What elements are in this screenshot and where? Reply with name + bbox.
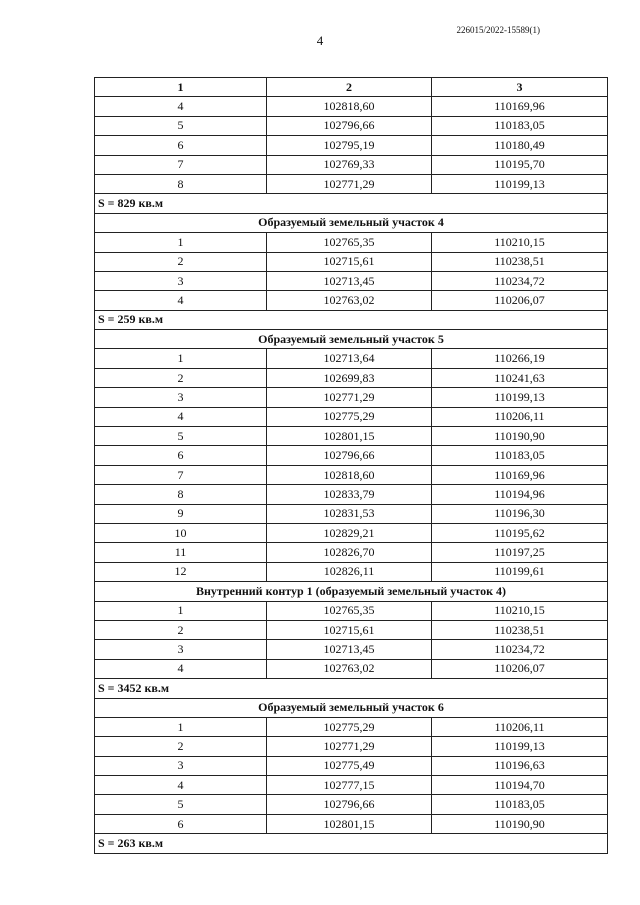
table-row xyxy=(95,271,608,290)
table-row xyxy=(95,407,608,426)
x-coordinate-cell: 102801,15 xyxy=(267,427,432,446)
table-row xyxy=(95,717,608,736)
point-number-cell: 4 xyxy=(95,97,267,116)
point-number-cell: 11 xyxy=(95,543,267,562)
y-coordinate-cell: 110195,70 xyxy=(432,155,608,174)
header-cell-y: 3 xyxy=(432,78,608,97)
y-coordinate-cell: 110190,90 xyxy=(432,814,608,833)
y-coordinate-cell: 110183,05 xyxy=(432,446,608,465)
point-number-cell: 7 xyxy=(95,155,267,174)
y-coordinate-cell: 110169,96 xyxy=(432,465,608,484)
y-coordinate-cell: 110206,11 xyxy=(432,407,608,426)
y-coordinate-cell: 110206,07 xyxy=(432,291,608,310)
x-coordinate-cell: 102765,35 xyxy=(267,601,432,620)
point-number-cell: 1 xyxy=(95,233,267,252)
x-coordinate-cell: 102801,15 xyxy=(267,814,432,833)
table-row xyxy=(95,620,608,639)
area-row xyxy=(95,194,608,213)
point-number-cell: 12 xyxy=(95,562,267,581)
point-number-cell: 8 xyxy=(95,174,267,193)
table-row xyxy=(95,291,608,310)
area-value: S = 259 кв.м xyxy=(95,310,608,329)
table-row xyxy=(95,349,608,368)
y-coordinate-cell: 110199,13 xyxy=(432,174,608,193)
table-row xyxy=(95,795,608,814)
point-number-cell: 4 xyxy=(95,776,267,795)
table-row xyxy=(95,174,608,193)
table-header-row xyxy=(95,78,608,97)
x-coordinate-cell: 102765,35 xyxy=(267,233,432,252)
point-number-cell: 6 xyxy=(95,446,267,465)
y-coordinate-cell: 110210,15 xyxy=(432,601,608,620)
table-row xyxy=(95,97,608,116)
table-row xyxy=(95,136,608,155)
document-id: 226015/2022-15589(1) xyxy=(456,25,540,35)
x-coordinate-cell: 102771,29 xyxy=(267,737,432,756)
table-row xyxy=(95,504,608,523)
y-coordinate-cell: 110206,07 xyxy=(432,659,608,678)
point-number-cell: 5 xyxy=(95,427,267,446)
area-row xyxy=(95,679,608,698)
x-coordinate-cell: 102826,70 xyxy=(267,543,432,562)
y-coordinate-cell: 110206,11 xyxy=(432,717,608,736)
section-title-row xyxy=(95,213,608,232)
y-coordinate-cell: 110183,05 xyxy=(432,795,608,814)
y-coordinate-cell: 110169,96 xyxy=(432,97,608,116)
y-coordinate-cell: 110194,70 xyxy=(432,776,608,795)
x-coordinate-cell: 102715,61 xyxy=(267,252,432,271)
table-row xyxy=(95,388,608,407)
page-number: 4 xyxy=(316,33,324,48)
x-coordinate-cell: 102796,66 xyxy=(267,446,432,465)
section-title: Образуемый земельный участок 4 xyxy=(95,213,608,232)
point-number-cell: 8 xyxy=(95,485,267,504)
x-coordinate-cell: 102796,66 xyxy=(267,795,432,814)
point-number-cell: 2 xyxy=(95,620,267,639)
section-title: Внутренний контур 1 (образуемый земельный участок 4) xyxy=(95,582,608,601)
point-number-cell: 9 xyxy=(95,504,267,523)
coordinates-table-body xyxy=(95,78,608,854)
x-coordinate-cell: 102713,45 xyxy=(267,640,432,659)
y-coordinate-cell: 110196,30 xyxy=(432,504,608,523)
x-coordinate-cell: 102796,66 xyxy=(267,116,432,135)
point-number-cell: 1 xyxy=(95,601,267,620)
table-row xyxy=(95,737,608,756)
table-row xyxy=(95,543,608,562)
point-number-cell: 4 xyxy=(95,407,267,426)
point-number-cell: 3 xyxy=(95,640,267,659)
x-coordinate-cell: 102826,11 xyxy=(267,562,432,581)
area-value: S = 829 кв.м xyxy=(95,194,608,213)
y-coordinate-cell: 110190,90 xyxy=(432,427,608,446)
point-number-cell: 4 xyxy=(95,291,267,310)
x-coordinate-cell: 102775,29 xyxy=(267,717,432,736)
table-row xyxy=(95,523,608,542)
point-number-cell: 2 xyxy=(95,368,267,387)
x-coordinate-cell: 102713,45 xyxy=(267,271,432,290)
point-number-cell: 1 xyxy=(95,349,267,368)
x-coordinate-cell: 102795,19 xyxy=(267,136,432,155)
x-coordinate-cell: 102777,15 xyxy=(267,776,432,795)
y-coordinate-cell: 110197,25 xyxy=(432,543,608,562)
x-coordinate-cell: 102713,64 xyxy=(267,349,432,368)
x-coordinate-cell: 102763,02 xyxy=(267,291,432,310)
area-value: S = 263 кв.м xyxy=(95,834,608,853)
x-coordinate-cell: 102763,02 xyxy=(267,659,432,678)
point-number-cell: 5 xyxy=(95,795,267,814)
table-row xyxy=(95,756,608,775)
table-row xyxy=(95,776,608,795)
y-coordinate-cell: 110266,19 xyxy=(432,349,608,368)
point-number-cell: 6 xyxy=(95,814,267,833)
table-row xyxy=(95,485,608,504)
y-coordinate-cell: 110199,13 xyxy=(432,737,608,756)
y-coordinate-cell: 110199,13 xyxy=(432,388,608,407)
x-coordinate-cell: 102771,29 xyxy=(267,174,432,193)
table-row xyxy=(95,252,608,271)
section-title: Образуемый земельный участок 5 xyxy=(95,330,608,349)
y-coordinate-cell: 110183,05 xyxy=(432,116,608,135)
point-number-cell: 3 xyxy=(95,271,267,290)
x-coordinate-cell: 102831,53 xyxy=(267,504,432,523)
y-coordinate-cell: 110238,51 xyxy=(432,620,608,639)
point-number-cell: 4 xyxy=(95,659,267,678)
x-coordinate-cell: 102699,83 xyxy=(267,368,432,387)
table-row xyxy=(95,116,608,135)
y-coordinate-cell: 110196,63 xyxy=(432,756,608,775)
point-number-cell: 6 xyxy=(95,136,267,155)
x-coordinate-cell: 102775,49 xyxy=(267,756,432,775)
y-coordinate-cell: 110241,63 xyxy=(432,368,608,387)
table-row xyxy=(95,465,608,484)
x-coordinate-cell: 102833,79 xyxy=(267,485,432,504)
table-row xyxy=(95,659,608,678)
table-row xyxy=(95,640,608,659)
point-number-cell: 2 xyxy=(95,252,267,271)
y-coordinate-cell: 110210,15 xyxy=(432,233,608,252)
x-coordinate-cell: 102769,33 xyxy=(267,155,432,174)
table-row xyxy=(95,155,608,174)
x-coordinate-cell: 102771,29 xyxy=(267,388,432,407)
section-title-row xyxy=(95,330,608,349)
table-row xyxy=(95,427,608,446)
x-coordinate-cell: 102818,60 xyxy=(267,97,432,116)
area-row xyxy=(95,834,608,853)
y-coordinate-cell: 110194,96 xyxy=(432,485,608,504)
y-coordinate-cell: 110195,62 xyxy=(432,523,608,542)
x-coordinate-cell: 102775,29 xyxy=(267,407,432,426)
table-row xyxy=(95,601,608,620)
table-row xyxy=(95,446,608,465)
table-row xyxy=(95,562,608,581)
section-title-row xyxy=(95,698,608,717)
area-row xyxy=(95,310,608,329)
table-row xyxy=(95,233,608,252)
point-number-cell: 3 xyxy=(95,756,267,775)
point-number-cell: 1 xyxy=(95,717,267,736)
x-coordinate-cell: 102818,60 xyxy=(267,465,432,484)
point-number-cell: 5 xyxy=(95,116,267,135)
point-number-cell: 3 xyxy=(95,388,267,407)
x-coordinate-cell: 102715,61 xyxy=(267,620,432,639)
table-row xyxy=(95,368,608,387)
y-coordinate-cell: 110234,72 xyxy=(432,640,608,659)
point-number-cell: 10 xyxy=(95,523,267,542)
section-title-row xyxy=(95,582,608,601)
table-row xyxy=(95,814,608,833)
header-cell-point-number: 1 xyxy=(95,78,267,97)
y-coordinate-cell: 110238,51 xyxy=(432,252,608,271)
area-value: S = 3452 кв.м xyxy=(95,679,608,698)
point-number-cell: 7 xyxy=(95,465,267,484)
header-cell-x: 2 xyxy=(267,78,432,97)
y-coordinate-cell: 110234,72 xyxy=(432,271,608,290)
y-coordinate-cell: 110199,61 xyxy=(432,562,608,581)
y-coordinate-cell: 110180,49 xyxy=(432,136,608,155)
coordinates-table xyxy=(94,77,608,854)
point-number-cell: 2 xyxy=(95,737,267,756)
x-coordinate-cell: 102829,21 xyxy=(267,523,432,542)
section-title: Образуемый земельный участок 6 xyxy=(95,698,608,717)
